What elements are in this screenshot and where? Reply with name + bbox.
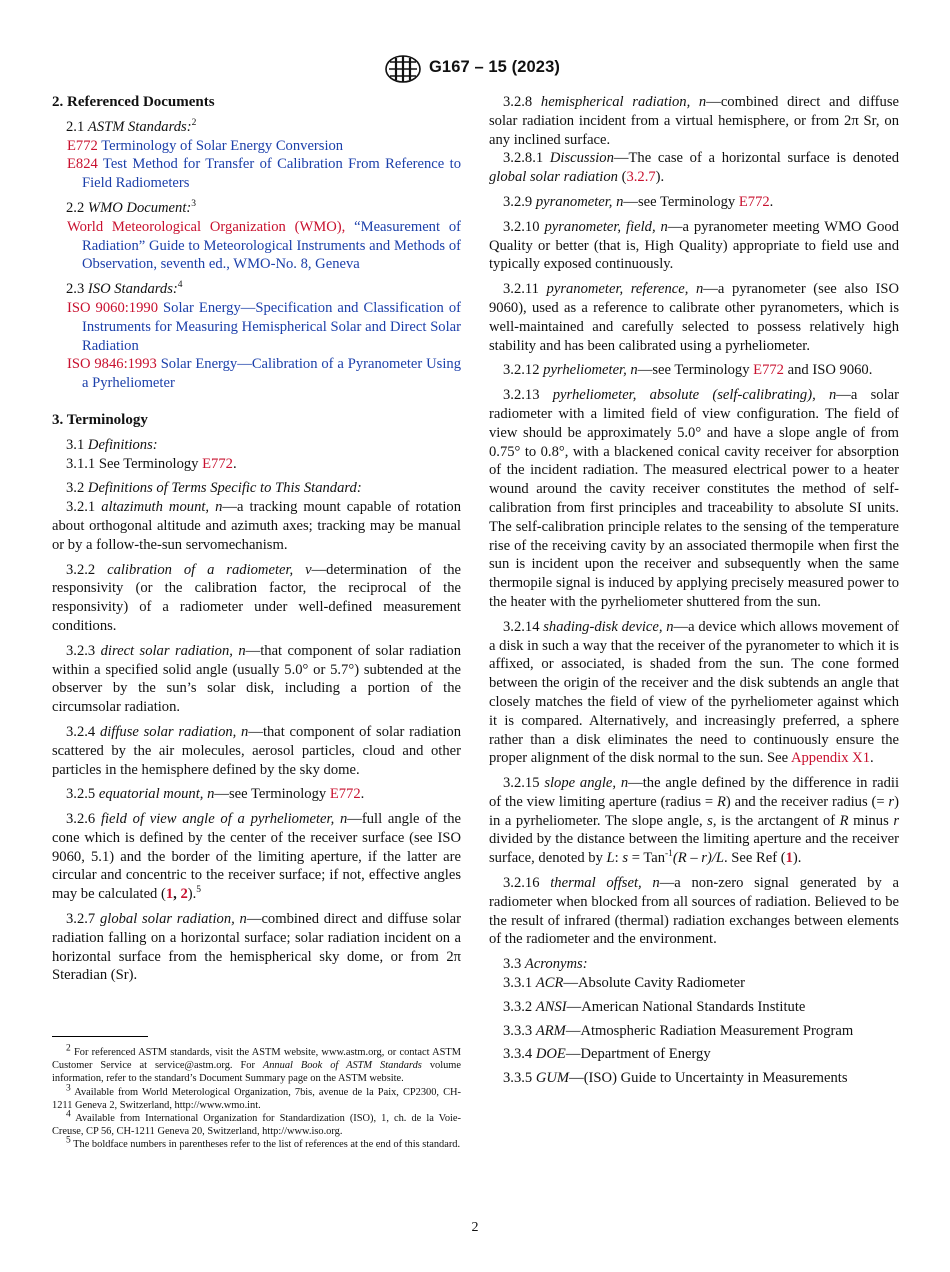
reference-iso-9060 — [52, 299, 461, 355]
page-header — [0, 54, 950, 84]
section-3-2-7-link[interactable]: 3.2.7 — [626, 169, 656, 186]
term-3-2-5: 3.2.5 equatorial mount, n—see Terminology E772. — [66, 786, 365, 803]
term-3-2-8: 3.2.8 hemispherical radiation, n—combined direct and diffuse solar radiation incident from a virtual hemisphere, or from 2π Sr, on any inclined surface. — [489, 94, 899, 148]
subsection-3-2: 3.2 Definitions of Terms Specific to This Standard: — [66, 480, 362, 497]
subsection-3-3: 3.3 Acronyms: — [503, 956, 588, 973]
e772-link[interactable]: E772 — [753, 362, 784, 379]
reference-e772 — [52, 137, 461, 156]
term-3-2-15: 3.2.15 slope angle, n—the angle defined by the difference in radii of the view limiting aperture (radius = R) and the receiver radius (= r) in a pyrheliometer. The slope angle, s, is the arctangent of R minus r divided by the distance between the limiting aperture and the receiver surface, denoted by L: s = Tan$^{-1}$(R – r)/L. See Ref (1). — [489, 775, 900, 867]
acronym-item: 3.3.1 ACR—Absolute Cavity Radiometer — [503, 975, 746, 992]
reference-iso-9846 — [52, 355, 461, 393]
footnote-4: $^4$ Available from International Organization for Standardization (ISO), 1, ch. de la Voie-Creuse, CP 56, CH-1211 Geneva 20, Switzerland, http://www.iso.org. — [52, 1109, 461, 1138]
reference-1-link[interactable]: 1 — [165, 886, 174, 903]
acronym-item: 3.3.4 DOE—Department of Energy — [503, 1046, 711, 1063]
term-3-2-9: 3.2.9 pyranometer, n—see Terminology E772. — [503, 193, 774, 210]
footnote-3: $^3$ Available from World Meterological Organization, 7bis, avenue de la Paix, CP2300, CH-1211 Geneva 2, Switzerland, http://www.wmo.int. — [52, 1083, 461, 1111]
footnote-5: $^5$ The boldface numbers in parentheses refer to the list of references at the end of this standard. — [66, 1135, 461, 1151]
acronym-list — [489, 974, 899, 1088]
subsection-2-3: 2.3 ISO Standards:$^4$ — [66, 280, 183, 298]
acronym-item: 3.3.3 ARM—Atmospheric Radiation Measurement Program — [503, 1022, 854, 1039]
term-3-2-1: 3.2.1 altazimuth mount, n—a tracking mount capable of rotation about orthogonal altitude and azimuth axes; tracking may be manual or by a follow-the-sun servomechanism. — [52, 499, 461, 553]
term-3-2-14: 3.2.14 shading-disk device, n—a device which allows movement of a disk in such a way that the receiver of the pyranometer to which it is affixed, or associated, is shaded from the sun. The cone formed between the origin of the receiver and the disk subtends an angle that closely matches the field of view of the pyrheliometer against which it is compared. Alternatively, and increasingly preferred, a sphere rather than a disk eliminates the need to continuously ensure the proper alignment of the disk normal to the sun. See Appendix X1. — [489, 618, 900, 767]
acronym-item: 3.3.2 ANSI—American National Standards Institute — [503, 998, 806, 1015]
iso-9060-link[interactable]: ISO 9060:1990 — [67, 299, 158, 316]
term-3-2-7: 3.2.7 global solar radiation, n—combined direct and diffuse solar radiation falling on a horizontal surface; solar radiation incident on a horizontal surface from the hemispherical sky dome, or from 2π Steradian (Sr). — [52, 911, 461, 984]
footnotes — [52, 1043, 461, 1152]
term-3-2-6: 3.2.6 field of view angle of a pyrheliometer, n—full angle of the cone which is defined by the center of the receiver surface (see ISO 9060, 5.1) and the border of the limiting aperture, if the latter are circular and concentric to the receiver surface; if not, effective angles may be calculated (1, 2).$^5$ — [52, 811, 461, 903]
section-2-heading: 2. Referenced Documents — [52, 94, 215, 110]
term-3-2-16: 3.2.16 thermal offset, n—a non-zero signal generated by a radiometer when blocked from all sources of radiation. Believed to be the result of infrared (thermal) radiation exchanges between elements of the radiometer and the environment. — [489, 875, 899, 948]
subsection-2-1: 2.1 ASTM Standards:$^2$ — [66, 117, 197, 135]
footnote-2: $^2$ For referenced ASTM standards, visit the ASTM website, www.astm.org, or contact ASTM Customer Service at service@astm.org. For Annual Book of ASTM Standards volume information, refer to the standard’s Document Summary page on the ASTM website. — [52, 1043, 461, 1085]
e772-link[interactable]: E772 — [738, 193, 770, 210]
term-3-2-13: 3.2.13 pyrheliometer, absolute (self-calibrating), n—a solar radiometer with a limited field of view configuration. The field of view should be approximately 5.0° and have a slope angle of from 0.75° to 0.8°, with a blackened conical cavity receiver for absorption of the incident radiation. The measured electrical power to a heater wound around the cavity receiver constitutes the method of self-calibration from first principles and traceability to absolute SI units. The self-calibration principle relates to the sensing of the temperature rise of the receiving cavity by an associated thermopile when first the sun is incident upon the receiver and subsequently when the same thermopile signal is induced by applying precisely measured power to the heater with the pyrheliometer shuttered from the sun. — [489, 387, 899, 610]
e772-link[interactable]: E772 — [329, 786, 361, 803]
wmo-title-link[interactable]: “Measurement of Radiation” Guide to Meteorological Instruments and Methods of Observation, seventh ed., WMO-No. 8, Geneva — [82, 218, 461, 273]
term-3-2-8-1: 3.2.8.1 Discussion—The case of a horizontal surface is denoted global solar radiation (3.2.7). — [489, 150, 899, 186]
document-id: G167 – 15 (2023) — [429, 58, 560, 76]
page-number: 2 — [471, 1220, 479, 1235]
subsection-3-1-1: 3.1.1 See Terminology E772. — [66, 455, 237, 472]
term-3-2-11: 3.2.11 pyranometer, reference, n—a pyranometer (see also ISO 9060), used as a reference to calibrate other pyranometers, which is well-maintained and carefully selected to possess relatively high stability and has been calibrated using a pyrheliometer. — [489, 281, 899, 354]
e824-title-link[interactable]: Test Method for Transfer of Calibration From Reference to Field Radiometers — [82, 156, 461, 192]
subsection-2-2: 2.2 WMO Document:$^3$ — [66, 199, 196, 216]
section-3-heading: 3. Terminology — [52, 411, 148, 428]
e772-link[interactable]: E772 — [202, 455, 233, 472]
term-3-2-2: 3.2.2 calibration of a radiometer, v—determination of the responsivity (or the calibration factor, the reciprocal of the responsivity) of a radiometer under well-defined measurement conditions. — [52, 561, 461, 634]
term-3-2-4: 3.2.4 diffuse solar radiation, n—that component of solar radiation scattered by the air molecules, aerosol particles, cloud and other particles in the hemisphere defined by the sky dome. — [52, 723, 462, 778]
term-3-2-12: 3.2.12 pyrheliometer, n—see Terminology E772 and ISO 9060. — [503, 362, 873, 379]
iso-9060-title-link[interactable]: Solar Energy—Specification and Classification of Instruments for Measuring Hemispherical Solar and Direct Solar Radiation — [82, 299, 461, 354]
e824-link[interactable]: E824 — [67, 156, 98, 173]
e772-title-link[interactable]: Terminology of Solar Energy Conversion — [101, 137, 344, 154]
reference-e824 — [52, 155, 461, 193]
footnote-divider — [52, 1036, 148, 1037]
acronym-item: 3.3.5 GUM—(ISO) Guide to Uncertainty in Measurements — [503, 1070, 848, 1087]
reference-2-link[interactable]: 2 — [180, 886, 188, 903]
iso-9846-title-link[interactable]: Solar Energy—Calibration of a Pyranometer Using a Pyrheliometer — [82, 356, 462, 392]
wmo-link[interactable]: World Meteorological Organization (WMO), — [67, 218, 346, 235]
left-column — [52, 93, 461, 985]
reference-1-link[interactable]: 1 — [785, 850, 793, 867]
e772-link[interactable]: E772 — [67, 137, 98, 154]
appendix-x1-link[interactable]: Appendix X1 — [790, 750, 870, 767]
right-column — [489, 93, 899, 1088]
subsection-3-1: 3.1 Definitions: — [66, 436, 158, 453]
reference-wmo — [52, 218, 461, 274]
iso-9846-link[interactable]: ISO 9846:1993 — [67, 356, 157, 373]
term-3-2-3: 3.2.3 direct solar radiation, n—that component of solar radiation within a specified solid angle (usually 5.0° or 5.7°) subtended at the observer by the sun’s solar disk, including a portion of the circumsolar radiation. — [52, 642, 461, 716]
term-3-2-10: 3.2.10 pyranometer, field, n—a pyranometer meeting WMO Good Quality or better (that is, High Quality) appropriate to field use and typically exposed continuously. — [489, 218, 899, 273]
astm-logo-icon — [384, 54, 422, 84]
